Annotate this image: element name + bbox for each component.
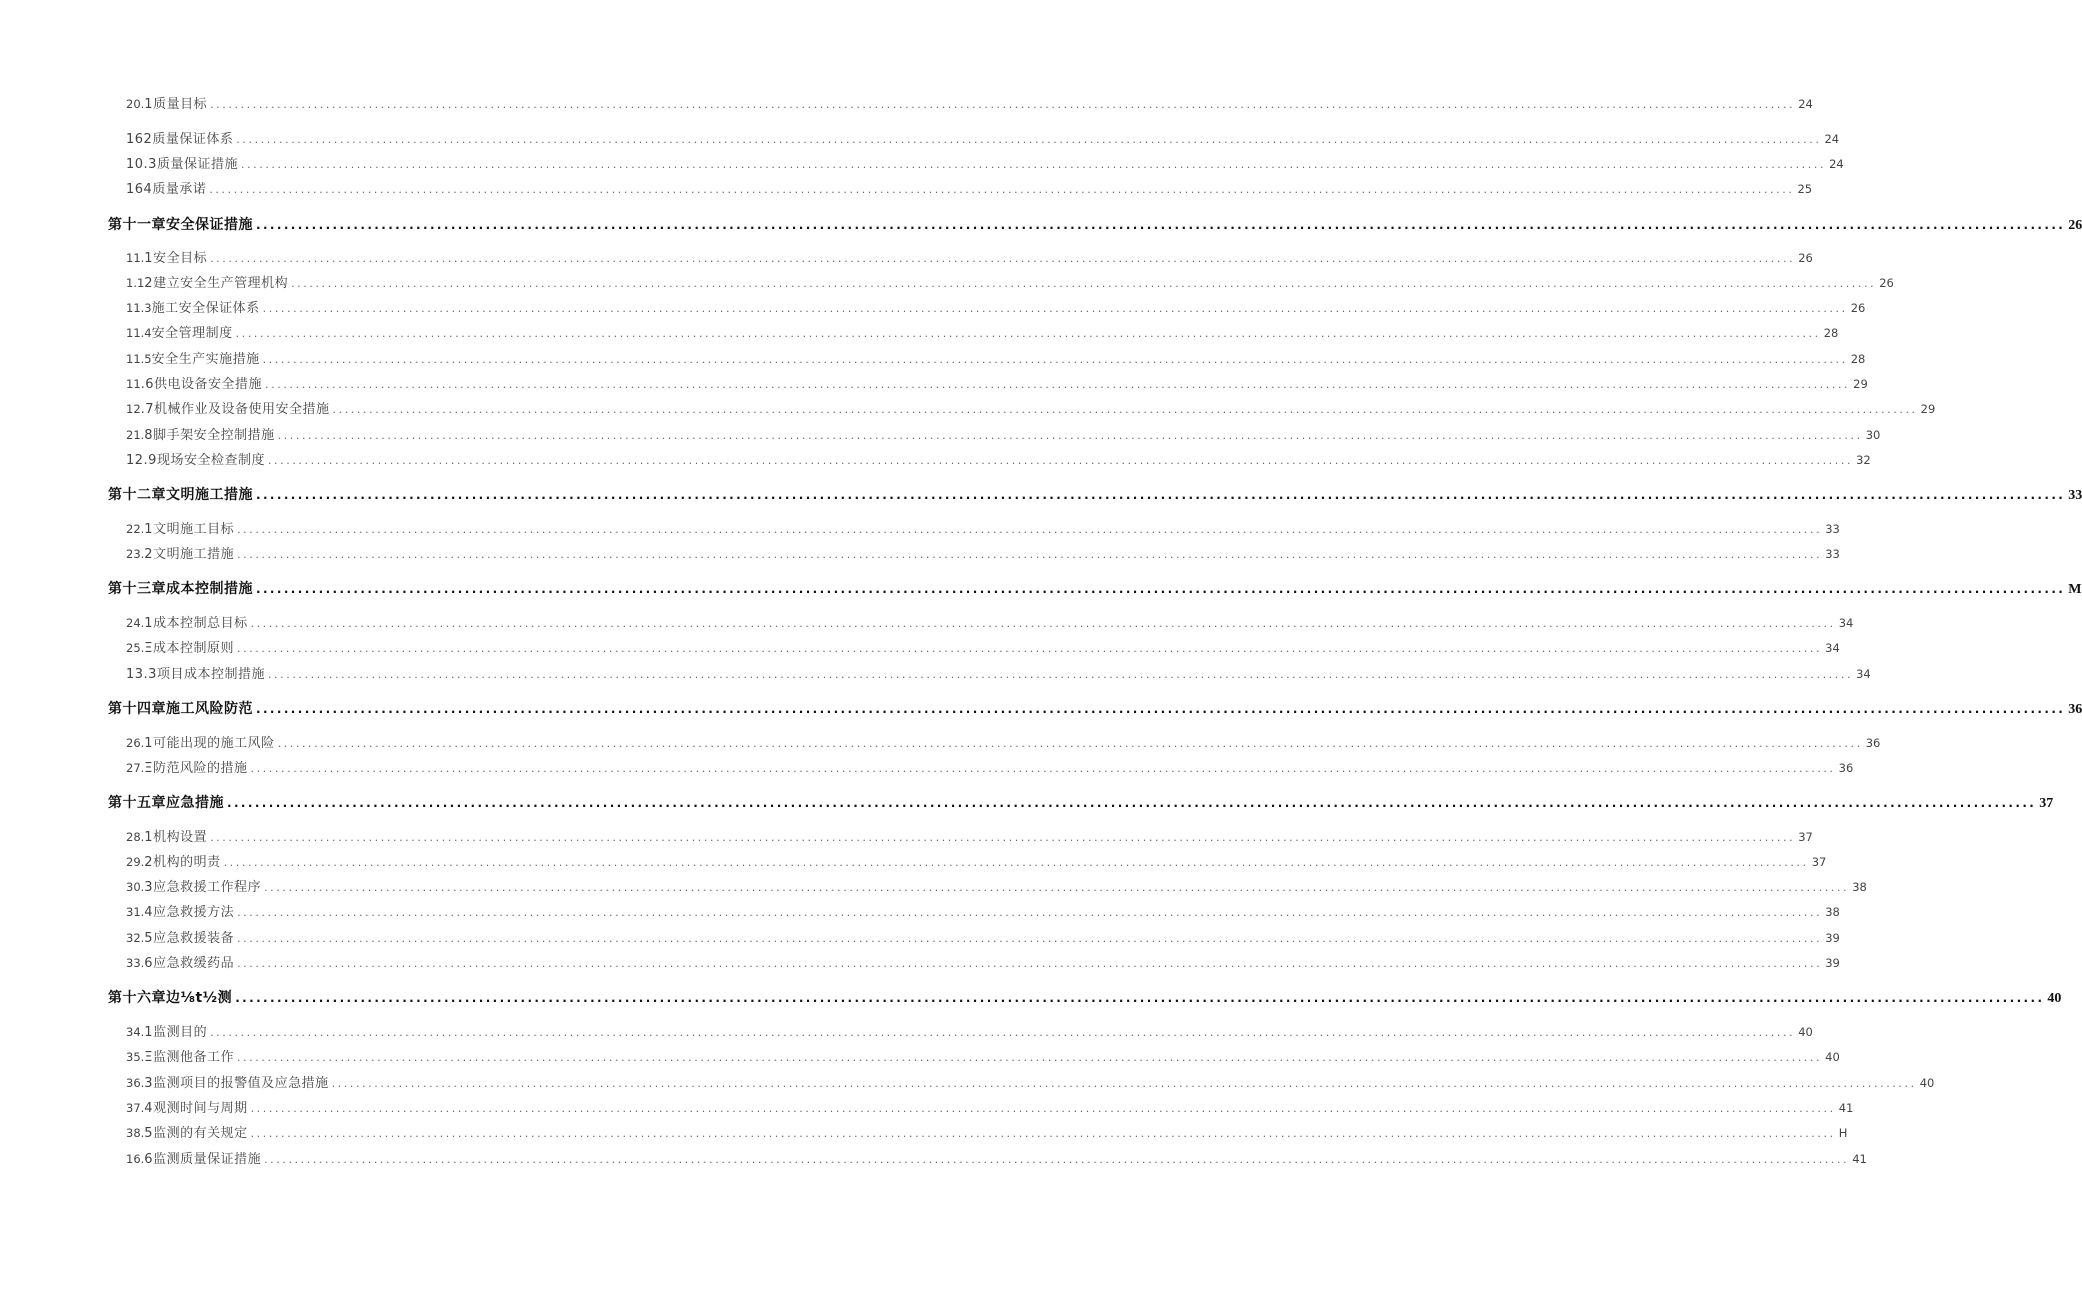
toc-entry-number: 12 [126, 402, 141, 416]
toc-entry-title: .7机械作业及设备使用安全措施 [140, 402, 330, 417]
toc-entry-number: 32. [126, 931, 145, 945]
dot-leader: .................................................................................................................................................................................................................................................................... [277, 737, 1863, 750]
toc-page-number: 36 [1865, 736, 1881, 750]
dot-leader: .................................................................................................................................................................................................................................................................... [237, 932, 1823, 945]
dot-leader: .................................................................................................................................................................................................................................................................... [264, 1153, 1850, 1166]
toc-page-number: 41 [1838, 1101, 1854, 1115]
toc-entry-title: 1成本控制总目标 [144, 616, 248, 631]
toc-entry-title: 5应急救援装备 [144, 931, 235, 946]
toc-section-entry[interactable] [126, 952, 1840, 974]
toc-entry-title: 2机构的明责 [144, 855, 221, 870]
toc-entry-number: 22. [126, 522, 145, 536]
toc-entry-title: 安全管理制度 [151, 326, 233, 341]
toc-entry-title: 第十五章应急措施 [108, 795, 224, 811]
toc-page-number: M [2068, 582, 2082, 597]
toc-section-entry[interactable] [126, 322, 1839, 344]
toc-page-number: 25 [1797, 182, 1813, 196]
toc-section-entry[interactable] [126, 373, 1868, 395]
toc-entry-number: 1.1 [126, 276, 145, 290]
toc-entry-title: 第十六章边⅛t½测 [108, 990, 233, 1006]
toc-page-number: 24 [1829, 157, 1844, 171]
toc-page-number: 37 [1811, 855, 1827, 869]
toc-entry-title: .6供电设备安全措施 [140, 377, 263, 392]
dot-leader: .................................................................................................................................................................................................................................................................... [237, 906, 1823, 919]
toc-entry-title: 3应急救援工作程序 [144, 880, 262, 895]
toc-chapter-entry[interactable] [108, 698, 2082, 720]
dot-leader: .................................................................................................................................................................................................................................................................... [332, 403, 1918, 416]
toc-section-entry[interactable] [126, 1046, 1840, 1068]
toc-section-entry[interactable] [126, 348, 1866, 370]
toc-chapter-entry[interactable] [108, 578, 2082, 600]
toc-entry-title: 1安全目标 [144, 251, 208, 266]
toc-page-number: 40 [1798, 1025, 1813, 1039]
dot-leader: .................................................................................................................................................................................................................................................................... [210, 1026, 1796, 1039]
toc-section-entry[interactable] [126, 637, 1840, 659]
toc-chapter-entry[interactable] [108, 484, 2082, 506]
toc-entry-number: 16. [126, 1152, 145, 1166]
toc-section-entry[interactable] [126, 901, 1840, 923]
toc-section-entry[interactable] [126, 178, 1813, 200]
toc-section-entry[interactable] [126, 757, 1854, 779]
toc-entry-title: 6应急救缓药品 [144, 956, 235, 971]
toc-entry-title: 1质量目标 [144, 97, 208, 112]
toc-chapter-entry[interactable] [108, 987, 2062, 1009]
toc-entry-number: 11.4 [126, 326, 152, 340]
toc-entry-title: 8脚手架安全控制措施 [144, 428, 275, 443]
toc-page-number: 40 [2047, 991, 2062, 1006]
toc-entry-number: 20. [126, 97, 145, 111]
dot-leader: .................................................................................................................................................................................................................................................................... [262, 353, 1848, 366]
toc-page-number: 28 [1823, 326, 1839, 340]
dot-leader: .................................................................................................................................................................................................................................................................... [227, 796, 2037, 810]
dot-leader: .................................................................................................................................................................................................................................................................... [277, 429, 1863, 442]
toc-section-entry[interactable] [126, 876, 1867, 898]
toc-page-number: 40 [1825, 1050, 1840, 1064]
dot-leader: .................................................................................................................................................................................................................................................................... [250, 1102, 1836, 1115]
toc-entry-number: 11.3 [126, 301, 152, 315]
toc-entry-title: 3监测项目的报警值及应急措施 [144, 1076, 329, 1091]
toc-section-entry[interactable] [126, 663, 1871, 685]
dot-leader: .................................................................................................................................................................................................................................................................... [250, 1127, 1836, 1140]
toc-page-number: 30 [1865, 428, 1881, 442]
toc-page-number: 26 [1879, 276, 1894, 290]
toc-entry-title: 第十二章文明施工措施 [108, 487, 253, 503]
toc-page-number: 33 [2068, 488, 2082, 503]
dot-leader: .................................................................................................................................................................................................................................................................... [240, 158, 1827, 171]
toc-page-number: 29 [1853, 377, 1868, 391]
toc-section-entry[interactable] [126, 153, 1844, 175]
toc-page-number: 29 [1920, 402, 1936, 416]
dot-leader: .................................................................................................................................................................................................................................................................... [256, 218, 2066, 232]
toc-entry-title: 13.3项目成本控制措施 [126, 667, 265, 682]
dot-leader: .................................................................................................................................................................................................................................................................... [237, 1051, 1823, 1064]
toc-section-entry[interactable] [126, 93, 1813, 115]
toc-chapter-entry[interactable] [108, 214, 2082, 236]
dot-leader: .................................................................................................................................................................................................................................................................... [210, 98, 1796, 111]
toc-entry-title: 1机构设置 [144, 830, 208, 845]
toc-entry-title: 164质量承诺 [126, 182, 207, 197]
dot-leader: .................................................................................................................................................................................................................................................................... [210, 252, 1796, 265]
toc-entry-number: 29. [126, 855, 145, 869]
toc-page-number: 38 [1852, 880, 1867, 894]
toc-page-number: 34 [1825, 641, 1840, 655]
toc-page-number: 37 [2039, 796, 2054, 811]
dot-leader: .................................................................................................................................................................................................................................................................... [267, 668, 1854, 681]
toc-entry-title: Ξ防范风险的措施 [144, 761, 248, 776]
toc-section-entry[interactable] [126, 1122, 1848, 1144]
dot-leader: .................................................................................................................................................................................................................................................................... [235, 327, 1821, 340]
toc-page-number: 38 [1825, 905, 1840, 919]
toc-entry-number: 28. [126, 830, 145, 844]
toc-section-entry[interactable] [126, 1021, 1813, 1043]
toc-entry-title: Ξ监测他备工作 [144, 1050, 235, 1065]
toc-section-entry[interactable] [126, 1148, 1867, 1170]
toc-entry-title: Ξ成本控制原则 [144, 641, 235, 656]
toc-entry-title: 第十三章成本控制措施 [108, 581, 253, 597]
toc-section-entry[interactable] [126, 518, 1840, 540]
toc-page-number: 36 [2068, 702, 2082, 717]
toc-entry-title: 2建立安全生产管理机构 [144, 276, 289, 291]
toc-page-number: 26 [2068, 218, 2082, 233]
toc-entry-title: 第十四章施工风险防范 [108, 701, 253, 717]
dot-leader: .................................................................................................................................................................................................................................................................... [262, 302, 1848, 315]
toc-page-number: 34 [1838, 616, 1854, 630]
toc-entry-number: 35. [126, 1050, 145, 1064]
toc-entry-title: 4应急救援方法 [144, 905, 235, 920]
dot-leader: .................................................................................................................................................................................................................................................................... [250, 762, 1836, 775]
toc-entry-title: 4观测时间与周期 [144, 1101, 248, 1116]
toc-section-entry[interactable] [126, 247, 1813, 269]
toc-section-entry[interactable] [126, 851, 1827, 873]
toc-entry-number: 23. [126, 547, 145, 561]
toc-entry-title: 施工安全保证体系 [151, 301, 260, 316]
dot-leader: .................................................................................................................................................................................................................................................................... [264, 881, 1850, 894]
toc-page-number: 26 [1850, 301, 1866, 315]
dot-leader: .................................................................................................................................................................................................................................................................... [256, 702, 2066, 716]
toc-page-number: 39 [1825, 956, 1840, 970]
toc-entry-title: 1监测目的 [144, 1025, 208, 1040]
toc-entry-number: 11.5 [126, 352, 152, 366]
toc-section-entry[interactable] [126, 128, 1840, 150]
toc-section-entry[interactable] [126, 927, 1840, 949]
toc-page-number: 34 [1856, 667, 1871, 681]
toc-section-entry[interactable] [126, 612, 1854, 634]
dot-leader: .................................................................................................................................................................................................................................................................... [223, 856, 1809, 869]
toc-entry-number: 33. [126, 956, 145, 970]
toc-page-number: 36 [1838, 761, 1854, 775]
dot-leader: .................................................................................................................................................................................................................................................................... [237, 642, 1823, 655]
toc-entry-number: 38. [126, 1126, 145, 1140]
toc-entry-title: 安全生产实施措施 [151, 352, 260, 367]
toc-entry-title: 10.3质量保证措施 [126, 157, 238, 172]
toc-entry-number: 34. [126, 1025, 145, 1039]
dot-leader: .................................................................................................................................................................................................................................................................... [256, 488, 2066, 502]
toc-entry-number: 11. [126, 251, 145, 265]
toc-entry-title: 6监测质量保证措施 [144, 1152, 262, 1167]
toc-section-entry[interactable] [126, 449, 1871, 471]
toc-section-entry[interactable] [126, 732, 1881, 754]
toc-entry-title: 2文明施工措施 [144, 547, 235, 562]
toc-entry-number: 27. [126, 761, 145, 775]
toc-page-number: H [1838, 1126, 1848, 1140]
dot-leader: .................................................................................................................................................................................................................................................................... [210, 831, 1796, 844]
toc-entry-number: 11 [126, 377, 141, 391]
toc-page-number: 39 [1825, 931, 1840, 945]
toc-entry-number: 21. [126, 428, 145, 442]
toc-chapter-entry[interactable] [108, 792, 2054, 814]
toc-entry-number: 36. [126, 1076, 145, 1090]
toc-page-number: 33 [1825, 522, 1840, 536]
dot-leader: .................................................................................................................................................................................................................................................................... [331, 1077, 1917, 1090]
dot-leader: .................................................................................................................................................................................................................................................................... [267, 454, 1854, 467]
toc-entry-title: 1文明施工目标 [144, 522, 235, 537]
toc-page-number: 32 [1856, 453, 1871, 467]
toc-section-entry[interactable] [126, 424, 1881, 446]
toc-page-number: 24 [1824, 132, 1840, 146]
toc-entry-number: 24. [126, 616, 145, 630]
toc-section-entry[interactable] [126, 1097, 1854, 1119]
dot-leader: .................................................................................................................................................................................................................................................................... [236, 133, 1822, 146]
toc-page-number: 41 [1852, 1152, 1867, 1166]
toc-entry-title: 5监测的有关规定 [144, 1126, 248, 1141]
toc-page-number: 28 [1850, 352, 1866, 366]
toc-entry-title: 第十一章安全保证措施 [108, 217, 253, 233]
dot-leader: .................................................................................................................................................................................................................................................................... [256, 582, 2066, 596]
toc-entry-number: 31. [126, 905, 145, 919]
toc-section-entry[interactable] [126, 826, 1813, 848]
toc-section-entry[interactable] [126, 272, 1894, 294]
toc-entry-number: 26. [126, 736, 145, 750]
toc-entry-title: 1可能出现的施工风险 [144, 736, 275, 751]
dot-leader: .................................................................................................................................................................................................................................................................... [237, 957, 1823, 970]
toc-entry-number: 25. [126, 641, 145, 655]
toc-section-entry[interactable] [126, 543, 1840, 565]
toc-page-number: 37 [1798, 830, 1813, 844]
toc-page-number: 33 [1825, 547, 1840, 561]
dot-leader: .................................................................................................................................................................................................................................................................... [235, 991, 2045, 1005]
toc-section-entry[interactable] [126, 297, 1866, 319]
toc-section-entry[interactable] [126, 398, 1936, 420]
toc-entry-title: 162质量保证体系 [126, 132, 234, 147]
dot-leader: .................................................................................................................................................................................................................................................................... [237, 523, 1823, 536]
dot-leader: .................................................................................................................................................................................................................................................................... [237, 548, 1823, 561]
dot-leader: .................................................................................................................................................................................................................................................................... [209, 183, 1795, 196]
toc-page-number: 24 [1798, 97, 1813, 111]
dot-leader: .................................................................................................................................................................................................................................................................... [265, 378, 1851, 391]
toc-entry-number: 37. [126, 1101, 145, 1115]
toc-entry-number: 30. [126, 880, 145, 894]
toc-section-entry[interactable] [126, 1072, 1935, 1094]
toc-page-number: 26 [1798, 251, 1813, 265]
toc-entry-title: 12.9现场安全检查制度 [126, 453, 265, 468]
toc-page-number: 40 [1919, 1076, 1935, 1090]
dot-leader: .................................................................................................................................................................................................................................................................... [291, 277, 1877, 290]
dot-leader: .................................................................................................................................................................................................................................................................... [250, 617, 1836, 630]
